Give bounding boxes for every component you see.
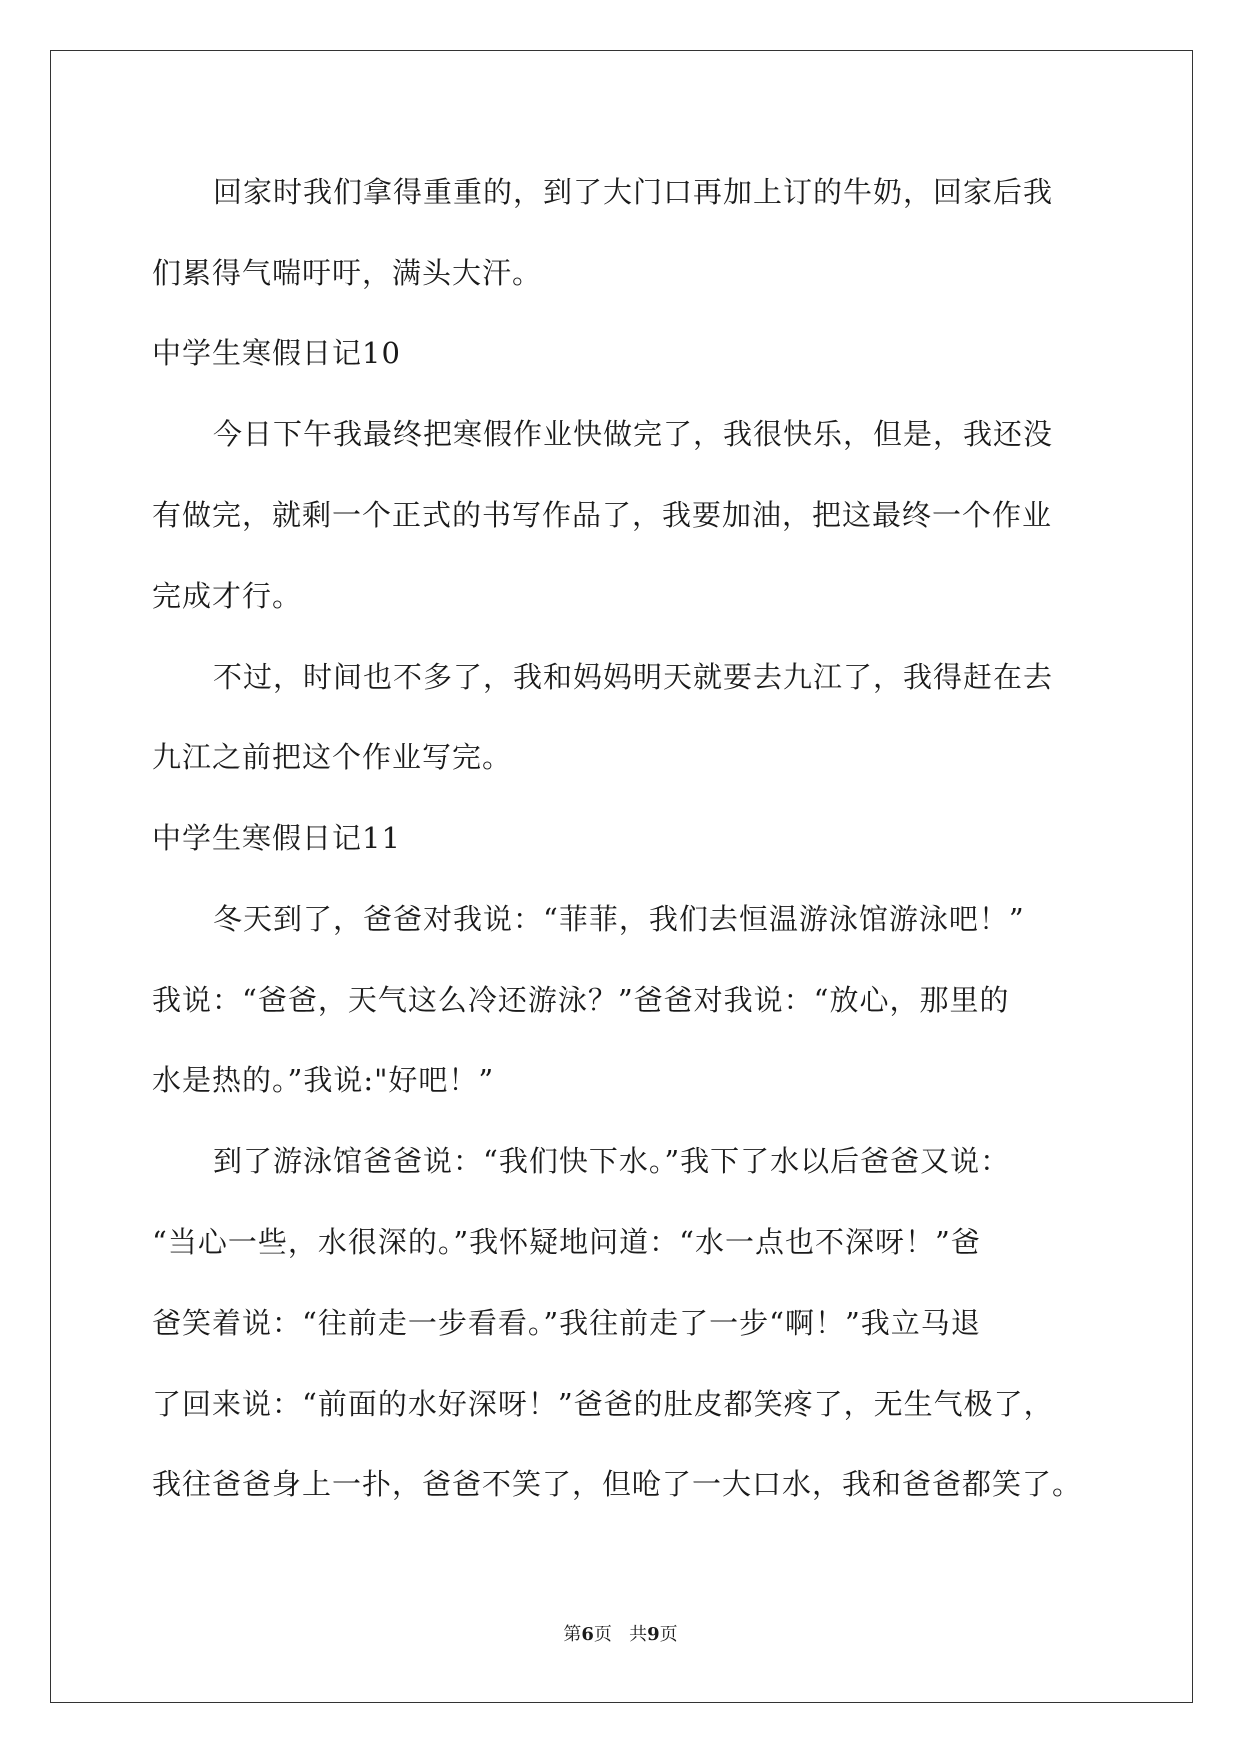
paragraph-line: 我往爸爸身上一扑，爸爸不笑了，但呛了一大口水，我和爸爸都笑了。	[152, 1467, 1083, 1501]
paragraph-line: 今日下午我最终把寒假作业快做完了，我很快乐，但是，我还没	[213, 417, 1054, 451]
paragraph-line: 有做完，就剩一个正式的书写作品了，我要加油，把这最终一个作业	[152, 498, 1053, 532]
section-heading: 中学生寒假日记10	[152, 336, 401, 370]
paragraph-line: 冬天到了，爸爸对我说：“菲菲，我们去恒温游泳馆游泳吧！”	[213, 902, 1025, 936]
paragraph-line: 九江之前把这个作业写完。	[152, 740, 513, 774]
paragraph-line: 了回来说：“前面的水好深呀！”爸爸的肚皮都笑疼了，无生气极了，	[152, 1387, 1054, 1421]
paragraph-line: 水是热的。”我说:"好吧！”	[152, 1063, 495, 1097]
paragraph-line: 到了游泳馆爸爸说：“我们快下水。”我下了水以后爸爸又说：	[213, 1144, 1011, 1178]
page-footer	[0, 1623, 1241, 1647]
page-suffix: 页	[593, 1624, 612, 1645]
paragraph-line: 我说：“爸爸，天气这么冷还游泳？”爸爸对我说：“放心，那里的	[152, 983, 1010, 1017]
page-number: 6	[581, 1624, 594, 1645]
paragraph-line: 爸笑着说：“往前走一步看看。”我往前走了一步“啊！”我立马退	[152, 1306, 981, 1340]
total-pages: 9	[647, 1624, 660, 1645]
page-prefix: 第	[563, 1624, 582, 1645]
paragraph-line: 们累得气喘吁吁，满头大汗。	[152, 256, 543, 290]
paragraph-line: 完成才行。	[152, 579, 303, 613]
paragraph-line: “当心一些，水很深的。”我怀疑地问道：“水一点也不深呀！”爸	[152, 1225, 981, 1259]
page-border	[50, 50, 1193, 1703]
total-prefix: 共	[629, 1624, 648, 1645]
paragraph-line: 回家时我们拿得重重的，到了大门口再加上订的牛奶，回家后我	[213, 175, 1054, 209]
total-suffix: 页	[659, 1624, 678, 1645]
section-heading: 中学生寒假日记11	[152, 821, 401, 855]
paragraph-line: 不过，时间也不多了，我和妈妈明天就要去九江了，我得赶在去	[213, 660, 1054, 694]
